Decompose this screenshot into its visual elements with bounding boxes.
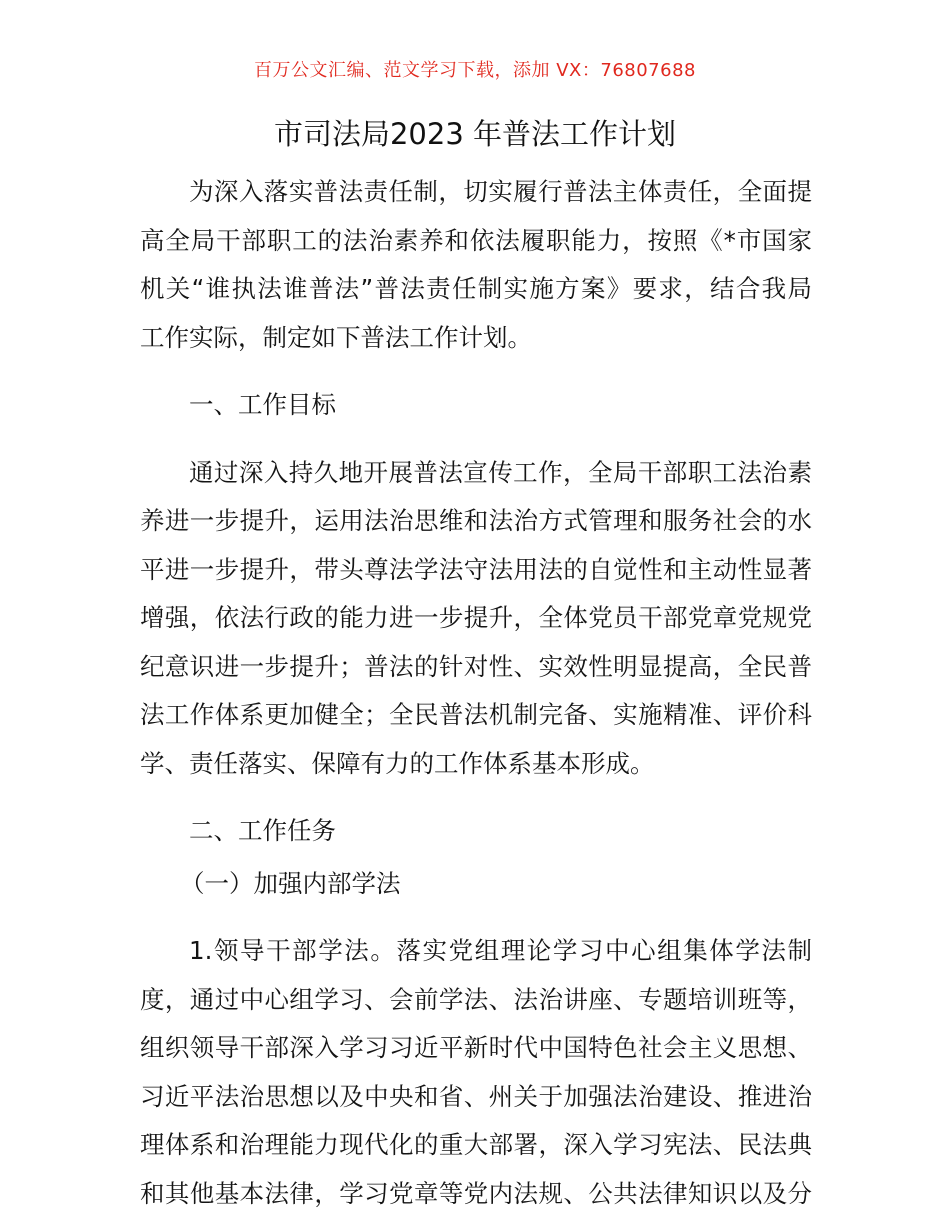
document-title: 市司法局2023 年普法工作计划: [273, 117, 677, 151]
document-body: [140, 168, 812, 1218]
text-line: 理体系和治理能力现代化的重大部署，深入学习宪法、民法典: [140, 1130, 812, 1159]
text-line: （一）加强内部学法: [180, 868, 401, 898]
text-line: 法工作体系更加健全；全民普法机制完备、实施精准、评价科: [140, 700, 812, 729]
paragraph-leader-study: [140, 927, 812, 1218]
text-line: 1.领导干部学法。落实党组理论学习中心组集体学法制: [189, 936, 812, 965]
text-line: 增强，依法行政的能力进一步提升，全体党员干部党章党规党: [140, 603, 812, 632]
section-heading-goals: [140, 381, 812, 430]
text-line: 和其他基本法律，学习党章等党内法规、公共法律知识以及分: [140, 1178, 812, 1208]
text-line: 通过深入持久地开展普法宣传工作，全局干部职工法治素: [189, 457, 812, 487]
text-line: 高全局干部职工的法治素养和依法履职能力，按照《*市国家: [140, 225, 812, 255]
header-watermark-note: 百万公文汇编、范文学习下载，添加 VX：76807688: [254, 60, 696, 81]
text-line: 学、责任落实、保障有力的工作体系基本形成。: [140, 748, 655, 778]
paragraph-goals: [140, 449, 812, 789]
text-line: 机关“谁执法谁普法”普法责任制实施方案》要求，结合我局: [140, 274, 812, 303]
text-line: 纪意识进一步提升；普法的针对性、实效性明显提高，全民普: [140, 651, 812, 681]
text-line: 为深入落实普法责任制，切实履行普法主体责任，全面提: [189, 177, 812, 206]
text-line: 平进一步提升，带头尊法学法守法用法的自觉性和主动性显著: [140, 554, 812, 584]
text-line: 工作实际，制定如下普法工作计划。: [140, 322, 532, 352]
text-line: 一、工作目标: [189, 390, 336, 419]
text-line: 组织领导干部深入学习习近平新时代中国特色社会主义思想、: [140, 1033, 812, 1062]
text-line: 习近平法治思想以及中央和省、州关于加强法治建设、推进治: [140, 1081, 812, 1111]
text-line: 度，通过中心组学习、会前学法、法治讲座、专题培训班等，: [140, 984, 812, 1014]
text-line: 养进一步提升，运用法治思维和法治方式管理和服务社会的水: [140, 506, 812, 535]
section-heading-tasks: [140, 807, 812, 856]
text-line: 二、工作任务: [189, 816, 336, 845]
subheading-internal-study: [140, 860, 812, 909]
paragraph-intro: [140, 168, 812, 362]
